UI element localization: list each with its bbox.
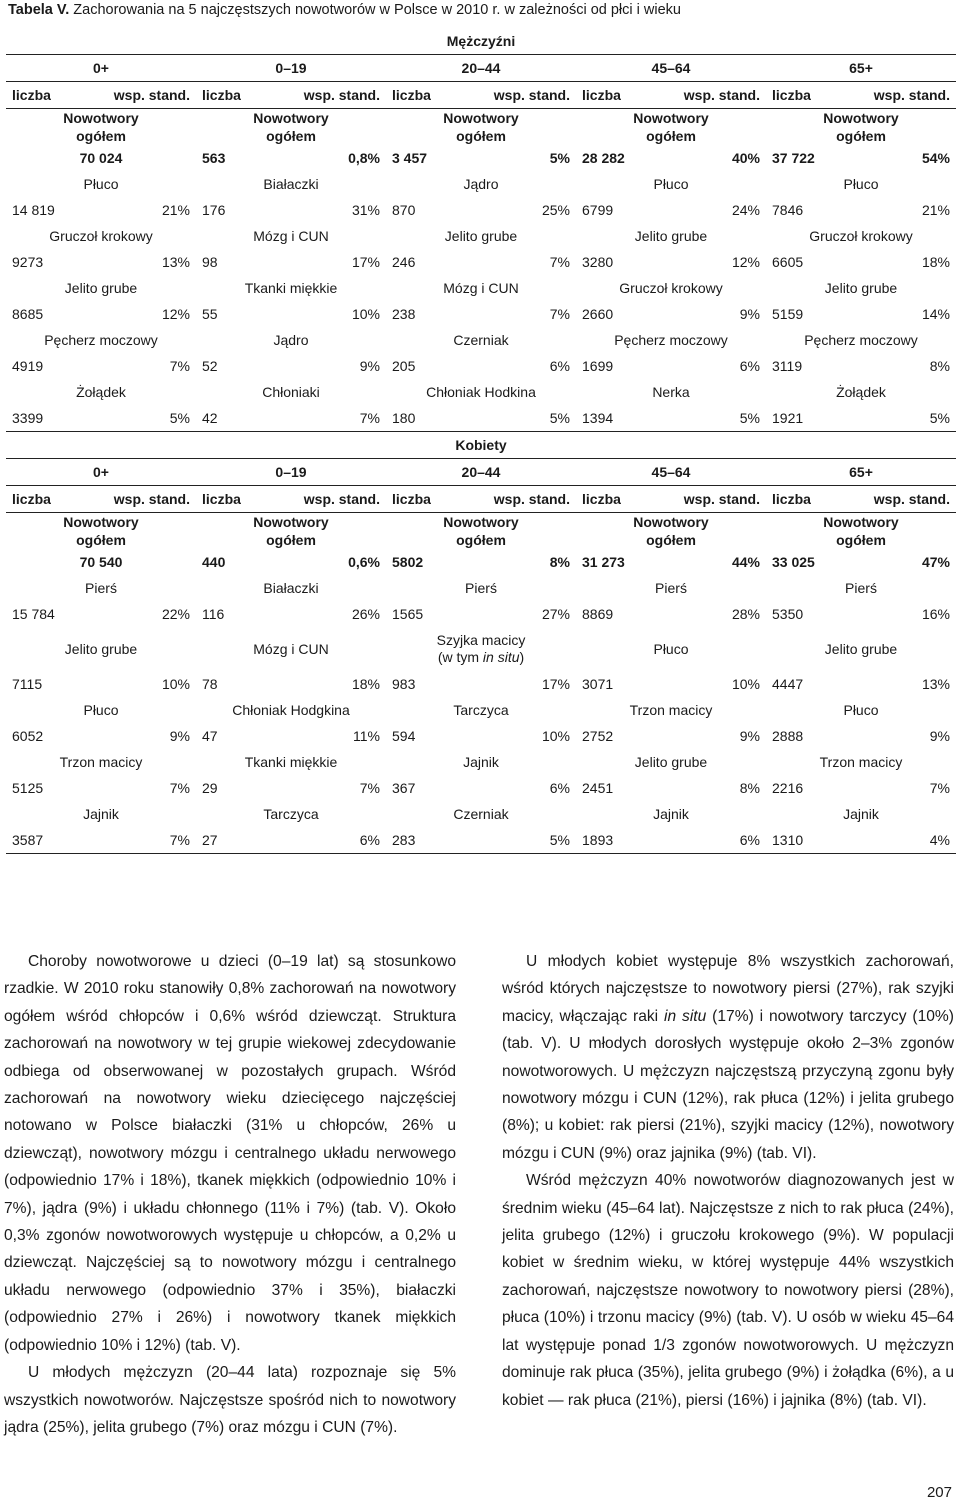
- heading-line: ogółem: [266, 532, 316, 548]
- site-row: [6, 379, 956, 405]
- case-count: 283: [386, 827, 481, 854]
- cancer-site: Trzon macicy: [629, 701, 713, 718]
- standardized-rate: 16%: [921, 606, 950, 622]
- heading-line: ogółem: [266, 128, 316, 144]
- standardized-rate: 4%: [861, 827, 956, 854]
- site-row: [6, 275, 956, 301]
- all-cancers-heading-row: [6, 109, 956, 146]
- cancer-site: Mózg i CUN: [253, 227, 329, 244]
- heading-line: Nowotwory: [633, 110, 709, 126]
- cancer-site: Jelito grube: [634, 753, 708, 770]
- rate-header: wsp. stand.: [481, 82, 576, 109]
- site-row: [6, 627, 956, 671]
- sex-row: [6, 28, 956, 55]
- age-group-header: 65+: [766, 55, 956, 82]
- standardized-rate: 7%: [169, 780, 190, 796]
- cancer-site: Chłoniaki: [262, 383, 320, 400]
- cancer-site: Jelito grube: [444, 227, 518, 244]
- case-count: 1893: [576, 827, 671, 854]
- standardized-rate: 9%: [739, 306, 760, 322]
- heading-line: Nowotwory: [823, 514, 899, 530]
- value-row: [6, 197, 956, 223]
- all-cancers-heading: [576, 109, 766, 146]
- total-rate: 54%: [921, 150, 950, 166]
- text-column-right: [502, 948, 954, 1414]
- cancer-site: Szyjka macicy (w tym in situ): [436, 632, 526, 665]
- cancer-site: Tarczyca: [263, 805, 319, 822]
- heading-line: ogółem: [646, 128, 696, 144]
- age-group-header: 0–19: [196, 459, 386, 486]
- all-cancers-heading: [6, 513, 196, 550]
- standardized-rate: 25%: [541, 202, 570, 218]
- site-row: [6, 327, 956, 353]
- paragraph: U młodych mężczyzn (20–44 lata) rozpoznaje się 5% wszystkich nowotworów. Najczęstsze spośród nich to nowotwory jądra (25%), jelita grubego (7%) oraz mózgu i CUN (7%).: [4, 1364, 456, 1436]
- heading-line: Nowotwory: [63, 514, 139, 530]
- case-count: 2752: [582, 728, 614, 744]
- standardized-rate: 7%: [929, 780, 950, 796]
- count-header: liczba: [576, 486, 671, 513]
- all-cancers-heading: [766, 513, 956, 550]
- case-count: 3119: [772, 358, 803, 374]
- all-cancers-heading: [6, 109, 196, 146]
- case-count: 116: [202, 606, 225, 622]
- value-row: [6, 775, 956, 801]
- total-rate: 40%: [731, 150, 760, 166]
- standardized-rate: 5%: [481, 827, 576, 854]
- standardized-rate: 6%: [671, 827, 766, 854]
- heading-line: ogółem: [76, 532, 126, 548]
- standardized-rate: 22%: [161, 606, 190, 622]
- value-row: [6, 601, 956, 627]
- count-header: liczba: [196, 82, 291, 109]
- case-count: 9273: [12, 254, 44, 270]
- case-count: 2451: [582, 780, 614, 796]
- total-rate: 44%: [731, 554, 760, 570]
- total-count: 33 025: [772, 554, 815, 570]
- cancer-site: Trzon macicy: [819, 753, 903, 770]
- cancer-site: Jajnik: [653, 805, 689, 822]
- cancer-site: Chłoniak Hodgkina: [232, 701, 350, 718]
- age-group-header: 20–44: [386, 459, 576, 486]
- cancer-site: Mózg i CUN: [443, 279, 519, 296]
- standardized-rate: 8%: [929, 358, 950, 374]
- standardized-rate: 26%: [351, 606, 380, 622]
- heading-line: Nowotwory: [253, 514, 329, 530]
- age-group-header: 45–64: [576, 459, 766, 486]
- cancer-site: Płuco: [83, 701, 119, 718]
- standardized-rate: 17%: [541, 676, 570, 692]
- rate-header: wsp. stand.: [101, 486, 196, 513]
- case-count: 2216: [772, 780, 804, 796]
- total-rate: 8%: [549, 554, 570, 570]
- heading-line: ogółem: [456, 128, 506, 144]
- cancer-site: Płuco: [653, 640, 689, 657]
- table-title: Zachorowania na 5 najczęstszych nowotworów w Polsce w 2010 r. w zależności od płci i wieku: [73, 2, 681, 18]
- subheader-row: [6, 82, 956, 109]
- standardized-rate: 13%: [161, 254, 190, 270]
- total-count: 5802: [392, 554, 424, 570]
- standardized-rate: 13%: [921, 676, 950, 692]
- case-count: 594: [392, 728, 416, 744]
- standardized-rate: 27%: [541, 606, 570, 622]
- cancer-site: Chłoniak Hodkina: [426, 383, 536, 400]
- case-count: 7846: [772, 202, 804, 218]
- total-count: 70 024: [79, 150, 123, 166]
- total-count: 3 457: [392, 150, 428, 166]
- rate-header: wsp. stand.: [861, 82, 956, 109]
- standardized-rate: 7%: [549, 306, 570, 322]
- case-count: 2888: [772, 728, 804, 744]
- rate-header: wsp. stand.: [671, 486, 766, 513]
- cancer-incidence-table: [6, 28, 956, 854]
- case-count: 6799: [582, 202, 614, 218]
- age-group-row: [6, 55, 956, 82]
- standardized-rate: 7%: [549, 254, 570, 270]
- case-count: 176: [202, 202, 226, 218]
- case-count: 5159: [772, 306, 804, 322]
- standardized-rate: 5%: [671, 405, 766, 432]
- total-count: 563: [202, 150, 226, 166]
- value-row: [6, 249, 956, 275]
- sex-row: [6, 432, 956, 459]
- count-header: liczba: [766, 486, 861, 513]
- text-column-left: [4, 948, 456, 1441]
- cancer-site: Gruczoł krokowy: [49, 227, 153, 244]
- cancer-site: Jądro: [463, 175, 499, 192]
- cancer-site: Żołądek: [76, 383, 126, 400]
- case-count: 42: [196, 405, 291, 432]
- site-row: [6, 171, 956, 197]
- cancer-site: Białaczki: [263, 579, 319, 596]
- case-count: 367: [392, 780, 416, 796]
- age-group-row: [6, 459, 956, 486]
- cancer-site: Płuco: [843, 175, 879, 192]
- table-caption: [8, 2, 681, 18]
- case-count: 246: [392, 254, 416, 270]
- totals-row: [6, 549, 956, 575]
- case-count: 1921: [766, 405, 861, 432]
- rate-header: wsp. stand.: [291, 486, 386, 513]
- case-count: 7115: [12, 676, 43, 692]
- standardized-rate: 12%: [161, 306, 190, 322]
- count-header: liczba: [386, 82, 481, 109]
- cancer-site: Tkanki miękkie: [244, 279, 338, 296]
- standardized-rate: 7%: [359, 780, 380, 796]
- total-rate: 0,8%: [348, 150, 380, 166]
- rate-header: wsp. stand.: [861, 486, 956, 513]
- case-count: 8685: [12, 306, 44, 322]
- all-cancers-heading-row: [6, 513, 956, 550]
- value-row: [6, 671, 956, 697]
- count-header: liczba: [386, 486, 481, 513]
- standardized-rate: 6%: [549, 780, 570, 796]
- case-count: 3399: [6, 405, 101, 432]
- cancer-site: Gruczoł krokowy: [619, 279, 723, 296]
- cancer-site: Tarczyca: [453, 701, 509, 718]
- age-group-header: 65+: [766, 459, 956, 486]
- total-count: 28 282: [582, 150, 625, 166]
- case-count: 52: [202, 358, 218, 374]
- total-count: 440: [202, 554, 226, 570]
- rate-header: wsp. stand.: [101, 82, 196, 109]
- case-count: 78: [202, 676, 218, 692]
- standardized-rate: 6%: [739, 358, 760, 374]
- cancer-site: Płuco: [653, 175, 689, 192]
- heading-line: Nowotwory: [443, 110, 519, 126]
- rate-header: wsp. stand.: [481, 486, 576, 513]
- standardized-rate: 10%: [161, 676, 190, 692]
- cancer-site: Żołądek: [836, 383, 886, 400]
- cancer-site: Jelito grube: [64, 640, 138, 657]
- total-rate: 0,6%: [348, 554, 380, 570]
- age-group-header: 20–44: [386, 55, 576, 82]
- case-count: 47: [202, 728, 218, 744]
- value-row: [6, 405, 956, 432]
- age-group-header: 0–19: [196, 55, 386, 82]
- cancer-site: Pierś: [655, 579, 687, 596]
- standardized-rate: 21%: [161, 202, 190, 218]
- site-row: [6, 223, 956, 249]
- site-row: [6, 749, 956, 775]
- case-count: 1310: [766, 827, 861, 854]
- page-number: 207: [926, 1484, 952, 1501]
- standardized-rate: 7%: [101, 827, 196, 854]
- cancer-site: Pierś: [465, 579, 497, 596]
- all-cancers-heading: [386, 109, 576, 146]
- all-cancers-heading: [196, 513, 386, 550]
- paragraph: U młodych kobiet występuje 8% wszystkich zachorowań, wśród których najczęstsze to nowotwory piersi (27%), rak szyjki macicy, włączając raki in situ (17%) i nowotwory tarczycy (10%) (tab. V). U młodych dorosłych występuje około 2–3% zgonów nowotworowych. U mężczyzn najczęstszą przyczyną zgonu były nowotwory mózgu i CUN (12%), rak płuca (12%) i jelita grubego (8%); u kobiet: rak piersi (21%), szyjki macicy (12%), nowotwory mózgu i CUN (9%) oraz jajnika (9%) (tab. VI).: [502, 953, 954, 1162]
- heading-line: ogółem: [836, 128, 886, 144]
- case-count: 2660: [582, 306, 614, 322]
- standardized-rate: 18%: [921, 254, 950, 270]
- rate-header: wsp. stand.: [291, 82, 386, 109]
- all-cancers-heading: [196, 109, 386, 146]
- standardized-rate: 5%: [101, 405, 196, 432]
- cancer-site: Pierś: [845, 579, 877, 596]
- all-cancers-heading: [386, 513, 576, 550]
- cancer-site: Czerniak: [453, 331, 509, 348]
- heading-line: Nowotwory: [443, 514, 519, 530]
- cancer-site: Białaczki: [263, 175, 319, 192]
- value-row: [6, 301, 956, 327]
- case-count: 6605: [772, 254, 804, 270]
- cancer-site: Tkanki miękkie: [244, 753, 338, 770]
- heading-line: Nowotwory: [253, 110, 329, 126]
- value-row: [6, 827, 956, 854]
- standardized-rate: 7%: [291, 405, 386, 432]
- heading-line: Nowotwory: [823, 110, 899, 126]
- standardized-rate: 9%: [739, 728, 760, 744]
- case-count: 8869: [582, 606, 614, 622]
- table-label: Tabela V.: [8, 2, 70, 18]
- case-count: 870: [392, 202, 416, 218]
- standardized-rate: 6%: [549, 358, 570, 374]
- standardized-rate: 31%: [351, 202, 380, 218]
- standardized-rate: 6%: [291, 827, 386, 854]
- total-rate: 5%: [549, 150, 570, 166]
- case-count: 1699: [582, 358, 614, 374]
- heading-line: Nowotwory: [63, 110, 139, 126]
- standardized-rate: 14%: [921, 306, 950, 322]
- case-count: 29: [202, 780, 218, 796]
- site-row: [6, 801, 956, 827]
- cancer-site: Jajnik: [843, 805, 879, 822]
- all-cancers-heading: [576, 513, 766, 550]
- site-row: [6, 575, 956, 601]
- standardized-rate: 11%: [353, 728, 380, 744]
- count-header: liczba: [576, 82, 671, 109]
- cancer-site: Jądro: [273, 331, 309, 348]
- count-header: liczba: [6, 82, 101, 109]
- case-count: 4447: [772, 676, 804, 692]
- cancer-site: Pęcherz moczowy: [614, 331, 728, 348]
- standardized-rate: 18%: [351, 676, 380, 692]
- case-count: 238: [392, 306, 416, 322]
- total-rate: 47%: [921, 554, 950, 570]
- standardized-rate: 12%: [731, 254, 760, 270]
- standardized-rate: 17%: [351, 254, 380, 270]
- count-header: liczba: [6, 486, 101, 513]
- case-count: 983: [392, 676, 416, 692]
- case-count: 180: [386, 405, 481, 432]
- standardized-rate: 28%: [731, 606, 760, 622]
- case-count: 5350: [772, 606, 804, 622]
- case-count: 3071: [582, 676, 614, 692]
- cancer-site: Czerniak: [453, 805, 509, 822]
- cancer-site: Jelito grube: [634, 227, 708, 244]
- heading-line: ogółem: [76, 128, 126, 144]
- case-count: 15 784: [12, 606, 55, 622]
- site-row: [6, 697, 956, 723]
- case-count: 6052: [12, 728, 44, 744]
- standardized-rate: 9%: [169, 728, 190, 744]
- standardized-rate: 21%: [921, 202, 950, 218]
- total-count: 31 273: [582, 554, 625, 570]
- heading-line: ogółem: [836, 532, 886, 548]
- case-count: 1394: [576, 405, 671, 432]
- case-count: 3587: [6, 827, 101, 854]
- heading-line: ogółem: [456, 532, 506, 548]
- age-group-header: 0+: [6, 55, 196, 82]
- cancer-site: Jelito grube: [824, 279, 898, 296]
- count-header: liczba: [196, 486, 291, 513]
- value-row: [6, 353, 956, 379]
- cancer-site: Nerka: [652, 383, 690, 400]
- standardized-rate: 10%: [731, 676, 760, 692]
- all-cancers-heading: [766, 109, 956, 146]
- case-count: 98: [202, 254, 218, 270]
- cancer-site: Pierś: [85, 579, 117, 596]
- totals-row: [6, 145, 956, 171]
- standardized-rate: 8%: [739, 780, 760, 796]
- cancer-site: Jelito grube: [64, 279, 138, 296]
- case-count: 4919: [12, 358, 44, 374]
- total-count: 70 540: [79, 554, 123, 570]
- standardized-rate: 5%: [481, 405, 576, 432]
- standardized-rate: 5%: [861, 405, 956, 432]
- heading-line: ogółem: [646, 532, 696, 548]
- paragraph: Wśród mężczyzn 40% nowotworów diagnozowanych jest w średnim wieku (45–64 lat). Najczęstsze z nich to rak płuca (24%), jelita grubego (12%) i gruczołu krokowego (9%). W populacji kobiet w średnim wieku, w której występuje 44% wszystkich zachorowań, najczęstsze nowotwory to nowotwory piersi (28%), płuca (10%) i trzonu macicy (9%) (tab. V). U osób w wieku 45–64 lat występuje ponad 1/3 zgonów nowotworowych. U mężczyzn dominuje rak płuca (35%), jelita grubego (9%) i żołądka (6%), a u kobiet — rak płuca (21%), piersi (16%) i jajnika (8%) (tab. VI).: [502, 1172, 954, 1409]
- case-count: 55: [202, 306, 218, 322]
- case-count: 205: [392, 358, 416, 374]
- age-group-header: 0+: [6, 459, 196, 486]
- count-header: liczba: [766, 82, 861, 109]
- cancer-site: Jajnik: [463, 753, 499, 770]
- total-count: 37 722: [772, 150, 815, 166]
- cancer-site: Trzon macicy: [59, 753, 143, 770]
- cancer-site: Płuco: [843, 701, 879, 718]
- standardized-rate: 9%: [359, 358, 380, 374]
- case-count: 14 819: [12, 202, 55, 218]
- standardized-rate: 10%: [541, 728, 570, 744]
- case-count: 3280: [582, 254, 614, 270]
- case-count: 27: [196, 827, 291, 854]
- sex-title: Kobiety: [6, 432, 956, 459]
- standardized-rate: 24%: [731, 202, 760, 218]
- value-row: [6, 723, 956, 749]
- standardized-rate: 9%: [929, 728, 950, 744]
- cancer-site: Jajnik: [83, 805, 119, 822]
- cancer-site: Jelito grube: [824, 640, 898, 657]
- standardized-rate: 10%: [351, 306, 380, 322]
- sex-title: Mężczyźni: [6, 28, 956, 55]
- cancer-site: Pęcherz moczowy: [804, 331, 918, 348]
- subheader-row: [6, 486, 956, 513]
- age-group-header: 45–64: [576, 55, 766, 82]
- heading-line: Nowotwory: [633, 514, 709, 530]
- paragraph: Choroby nowotworowe u dzieci (0–19 lat) są stosunkowo rzadkie. W 2010 roku stanowiły 0,8% zachorowań na nowotwory ogółem wśród chłopców i 0,6% wśród dziewcząt. Struktura zachorowań na nowotwory w tej grupie wiekowej zdecydowanie odbiega od obserwowanej w pozostałych grupach. Wśród zachorowań na nowotwory wieku dziecięcego najczęściej notowano w Polsce białaczki (31% u chłopców, 26% u dziewcząt), nowotwory mózgu i centralnego układu nerwowego (odpowiednio 17% i 18%), tkanek miękkich (odpowiednio 10% i 7%), jądra (9%) i układu chłonnego (11% i 7%) (tab. V). Około 0,3% zgonów nowotworowych występuje u chłopców, a 0,2% u dziewcząt. Najczęściej są to nowotwory mózgu i centralnego układu nerwowego (odpowiednio 37% i 35%), białaczki (odpowiednio 27% i 26%) i nowotwory tkanek miękkich (odpowiednio 10% i 12%) (tab. V).: [4, 953, 456, 1354]
- rate-header: wsp. stand.: [671, 82, 766, 109]
- cancer-site: Pęcherz moczowy: [44, 331, 158, 348]
- cancer-site: Płuco: [83, 175, 119, 192]
- cancer-site: Mózg i CUN: [253, 640, 329, 657]
- case-count: 1565: [392, 606, 424, 622]
- standardized-rate: 7%: [169, 358, 190, 374]
- case-count: 5125: [12, 780, 44, 796]
- cancer-site: Gruczoł krokowy: [809, 227, 913, 244]
